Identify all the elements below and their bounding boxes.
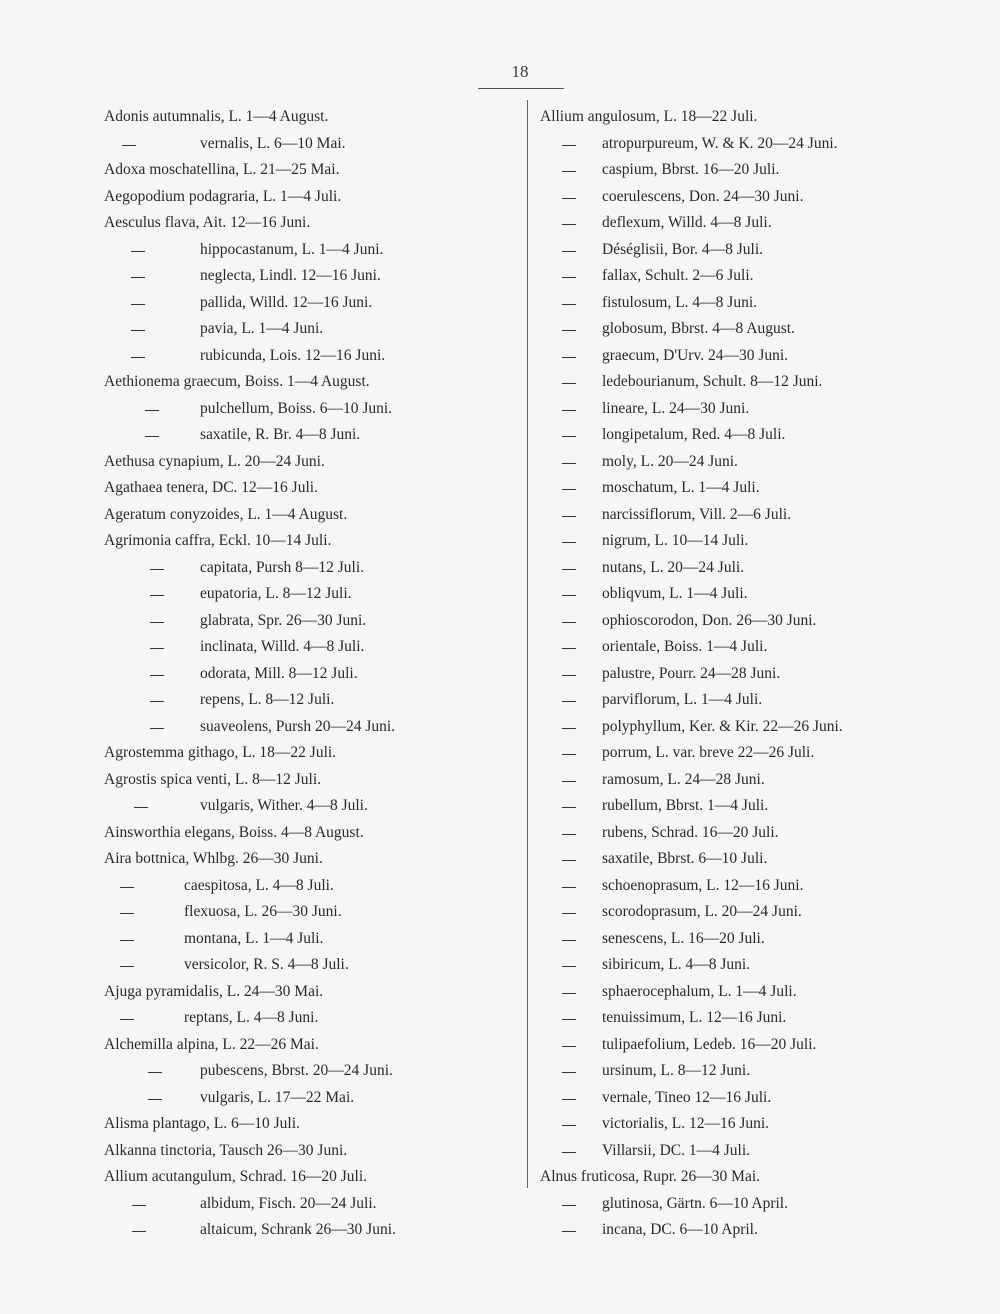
right-column	[540, 104, 970, 1244]
species-entry: scorodoprasum, L. 20—24 Juni.	[602, 903, 802, 920]
page-number: 18	[511, 62, 529, 81]
list-item	[540, 820, 970, 847]
ditto-dash	[562, 1231, 576, 1232]
species-entry: globosum, Bbrst. 4—8 August.	[602, 320, 795, 337]
ditto-dash	[122, 145, 136, 146]
list-item	[104, 210, 519, 237]
genus-name: Adonis	[104, 108, 149, 125]
species-entry: incana, DC. 6—10 April.	[602, 1221, 758, 1238]
species-entry: vernalis, L. 6—10 Mai.	[200, 134, 346, 152]
list-item	[540, 555, 970, 582]
genus-name: Alchemilla	[104, 1035, 173, 1053]
list-item	[540, 1164, 970, 1191]
genus-name: Allium	[540, 108, 584, 125]
species-entry: orientale, Boiss. 1—4 Juli.	[602, 638, 768, 655]
list-item	[540, 422, 970, 449]
ditto-dash	[562, 887, 576, 888]
species-entry: elegans, Boiss. 4—8 August.	[184, 823, 364, 841]
species-entry: eupatoria, L. 8—12 Juli.	[200, 585, 352, 602]
species-entry: versicolor, R. S. 4—8 Juli.	[184, 956, 349, 973]
genus-name: Adoxa	[104, 161, 146, 178]
ditto-dash	[562, 145, 576, 146]
list-item	[540, 369, 970, 396]
ditto-dash	[131, 304, 145, 305]
ditto-dash	[131, 357, 145, 358]
list-item	[104, 475, 519, 502]
ditto-dash	[562, 569, 576, 570]
ditto-dash	[150, 569, 164, 570]
species-entry: acutangulum, Schrad. 16—20 Juli.	[151, 1168, 368, 1185]
ditto-dash	[131, 251, 145, 252]
species-entry: flava, Ait. 12—16 Juni.	[164, 214, 311, 231]
genus-name: Ajuga	[104, 982, 142, 1000]
genus-name: Agrostis	[104, 770, 157, 788]
list-item	[104, 581, 519, 608]
genus-name: Aethionema	[104, 373, 180, 390]
species-entry: fruticosa, Rupr. 26—30 Mai.	[580, 1168, 761, 1185]
species-entry: deflexum, Willd. 4—8 Juli.	[602, 214, 772, 231]
list-item	[104, 661, 519, 688]
list-item	[104, 1111, 519, 1138]
genus-name: Aesculus	[104, 214, 161, 231]
list-item	[104, 555, 519, 582]
species-entry: tenera, DC. 12—16 Juli.	[166, 479, 318, 496]
ditto-dash	[562, 277, 576, 278]
list-item	[104, 157, 519, 184]
ditto-dash	[150, 648, 164, 649]
list-item	[104, 396, 519, 423]
species-entry: rubens, Schrad. 16—20 Juli.	[602, 823, 779, 841]
ditto-dash	[120, 966, 134, 967]
list-item	[540, 1058, 970, 1085]
ditto-dash	[150, 595, 164, 596]
species-entry: ophioscorodon, Don. 26—30 Juni.	[602, 611, 817, 629]
list-item	[540, 1032, 970, 1059]
species-entry: parviflorum, L. 1—4 Juli.	[602, 691, 763, 708]
species-entry: rubellum, Bbrst. 1—4 Juli.	[602, 797, 769, 814]
ditto-dash	[562, 834, 576, 835]
species-entry: ramosum, L. 24—28 Juni.	[602, 770, 765, 788]
list-item	[104, 528, 519, 555]
species-entry: pavia, L. 1—4 Juni.	[200, 320, 324, 337]
species-entry: vulgaris, L. 17—22 Mai.	[200, 1088, 355, 1106]
list-item	[540, 396, 970, 423]
list-item	[104, 502, 519, 529]
list-item	[540, 290, 970, 317]
species-entry: caespitosa, L. 4—8 Juli.	[184, 876, 334, 894]
ditto-dash	[562, 622, 576, 623]
species-entry: senescens, L. 16—20 Juli.	[602, 929, 765, 947]
list-item	[104, 290, 519, 317]
species-entry: moschatum, L. 1—4 Juli.	[602, 479, 760, 496]
list-item	[540, 343, 970, 370]
species-entry: caspium, Bbrst. 16—20 Juli.	[602, 161, 780, 178]
species-entry: polyphyllum, Ker. & Kir. 22—26 Juni.	[602, 717, 843, 735]
page-number-rule	[478, 88, 564, 89]
species-entry: saxatile, R. Br. 4—8 Juni.	[200, 426, 361, 443]
ditto-dash	[562, 1099, 576, 1100]
ditto-dash	[562, 516, 576, 517]
ditto-dash	[562, 1152, 576, 1153]
list-item	[104, 767, 519, 794]
ditto-dash	[562, 940, 576, 941]
species-entry: graecum, D'Urv. 24—30 Juni.	[602, 346, 789, 364]
list-item	[104, 793, 519, 820]
list-item	[540, 1138, 970, 1165]
list-item	[540, 237, 970, 264]
ditto-dash	[562, 1046, 576, 1047]
species-entry: nigrum, L. 10—14 Juli.	[602, 532, 749, 549]
list-item	[104, 979, 519, 1006]
ditto-dash	[562, 383, 576, 384]
list-item	[540, 899, 970, 926]
species-entry: spica venti, L. 8—12 Juli.	[160, 770, 321, 788]
species-entry: montana, L. 1—4 Juli.	[184, 929, 324, 947]
species-entry: pubescens, Bbrst. 20—24 Juni.	[200, 1062, 393, 1079]
list-item	[540, 873, 970, 900]
list-item	[540, 131, 970, 158]
ditto-dash	[562, 754, 576, 755]
genus-name: Agrimonia	[104, 532, 172, 549]
ditto-dash	[150, 728, 164, 729]
list-item	[540, 449, 970, 476]
list-item	[104, 1005, 519, 1032]
ditto-dash	[150, 701, 164, 702]
species-entry: vernale, Tineo 12—16 Juli.	[602, 1088, 772, 1106]
ditto-dash	[132, 1205, 146, 1206]
species-entry: tulipaefolium, Ledeb. 16—20 Juli.	[602, 1035, 817, 1053]
list-item	[540, 1191, 970, 1218]
list-item	[104, 1085, 519, 1112]
ditto-dash	[562, 224, 576, 225]
species-entry: Villarsii, DC. 1—4 Juli.	[602, 1141, 751, 1159]
list-item	[104, 899, 519, 926]
species-entry: Déséglisii, Bor. 4—8 Juli.	[602, 240, 764, 258]
ditto-dash	[562, 251, 576, 252]
list-item	[540, 634, 970, 661]
species-entry: bottnica, Whlbg. 26—30 Juni.	[135, 850, 323, 867]
list-item	[540, 210, 970, 237]
ditto-dash	[562, 728, 576, 729]
ditto-dash	[131, 277, 145, 278]
ditto-dash	[562, 330, 576, 331]
species-entry: cynapium, L. 20—24 Juni.	[158, 452, 325, 470]
species-entry: sphaerocephalum, L. 1—4 Juli.	[602, 982, 797, 1000]
ditto-dash	[562, 913, 576, 914]
list-item	[104, 1058, 519, 1085]
list-item	[104, 422, 519, 449]
list-item	[540, 475, 970, 502]
list-item	[540, 528, 970, 555]
list-item	[540, 926, 970, 953]
ditto-dash	[148, 1072, 162, 1073]
list-item	[104, 1217, 519, 1244]
species-entry: glutinosa, Gärtn. 6—10 April.	[602, 1194, 788, 1212]
list-item	[104, 926, 519, 953]
species-entry: angulosum, L. 18—22 Juli.	[587, 108, 758, 125]
species-entry: albidum, Fisch. 20—24 Juli.	[200, 1194, 377, 1212]
list-item	[540, 793, 970, 820]
species-entry: graecum, Boiss. 1—4 August.	[183, 373, 370, 390]
list-item	[104, 608, 519, 635]
list-item	[104, 449, 519, 476]
ditto-dash	[562, 357, 576, 358]
ditto-dash	[562, 701, 576, 702]
species-entry: inclinata, Willd. 4—8 Juli.	[200, 638, 365, 655]
species-entry: ledebourianum, Schult. 8—12 Juni.	[602, 373, 823, 390]
list-item	[540, 316, 970, 343]
ditto-dash	[562, 675, 576, 676]
ditto-dash	[562, 542, 576, 543]
species-entry: fistulosum, L. 4—8 Juni.	[602, 293, 758, 311]
list-item	[540, 740, 970, 767]
species-entry: ursinum, L. 8—12 Juni.	[602, 1062, 751, 1079]
species-entry: moschatellina, L. 21—25 Mai.	[149, 161, 340, 178]
ditto-dash	[145, 436, 159, 437]
list-item	[104, 1138, 519, 1165]
species-entry: caffra, Eckl. 10—14 Juli.	[175, 532, 332, 549]
ditto-dash	[562, 436, 576, 437]
ditto-dash	[562, 807, 576, 808]
ditto-dash	[148, 1099, 162, 1100]
species-entry: plantago, L. 6—10 Juli.	[152, 1115, 300, 1132]
list-item	[104, 1164, 519, 1191]
species-entry: pyramidalis, L. 24—30 Mai.	[145, 982, 324, 1000]
species-entry: suaveolens, Pursh 20—24 Juni.	[200, 717, 396, 735]
species-entry: coerulescens, Don. 24—30 Juni.	[602, 187, 804, 205]
list-item	[104, 820, 519, 847]
list-item	[540, 184, 970, 211]
species-entry: saxatile, Bbrst. 6—10 Juli.	[602, 850, 768, 867]
ditto-dash	[562, 595, 576, 596]
list-item	[540, 502, 970, 529]
list-item	[540, 846, 970, 873]
species-entry: capitata, Pursh 8—12 Juli.	[200, 558, 365, 576]
list-item	[540, 952, 970, 979]
list-item	[540, 979, 970, 1006]
species-entry: podagraria, L. 1—4 Juli.	[188, 187, 342, 205]
ditto-dash	[120, 1019, 134, 1020]
ditto-dash	[562, 410, 576, 411]
species-entry: vulgaris, Wither. 4—8 Juli.	[200, 797, 368, 814]
ditto-dash	[562, 860, 576, 861]
species-entry: nutans, L. 20—24 Juli.	[602, 558, 745, 576]
ditto-dash	[562, 1072, 576, 1073]
genus-name: Aegopodium	[104, 187, 185, 205]
species-entry: tenuissimum, L. 12—16 Juni.	[602, 1009, 787, 1026]
species-entry: hippocastanum, L. 1—4 Juni.	[200, 240, 384, 258]
species-entry: moly, L. 20—24 Juni.	[602, 452, 738, 470]
genus-name: Ainsworthia	[104, 823, 181, 841]
list-item	[104, 952, 519, 979]
list-item	[540, 581, 970, 608]
ditto-dash	[120, 913, 134, 914]
species-entry: narcissiflorum, Vill. 2—6 Juli.	[602, 505, 792, 523]
genus-name: Ageratum	[104, 505, 166, 523]
species-entry: tinctoria, Tausch 26—30 Juni.	[160, 1141, 348, 1159]
ditto-dash	[562, 171, 576, 172]
species-entry: atropurpureum, W. & K. 20—24 Juni.	[602, 134, 838, 152]
column-divider	[527, 100, 528, 1188]
species-entry: palustre, Pourr. 24—28 Juni.	[602, 664, 781, 682]
species-entry: porrum, L. var. breve 22—26 Juli.	[602, 744, 815, 761]
ditto-dash	[562, 1125, 576, 1126]
species-entry: autumnalis, L. 1—4 August.	[152, 108, 329, 125]
list-item	[540, 1085, 970, 1112]
list-item	[104, 687, 519, 714]
list-item	[540, 1217, 970, 1244]
genus-name: Alnus	[540, 1168, 578, 1185]
list-item	[104, 263, 519, 290]
ditto-dash	[562, 1205, 576, 1206]
species-entry: githago, L. 18—22 Juli.	[187, 744, 337, 761]
ditto-dash	[120, 940, 134, 941]
species-entry: reptans, L. 4—8 Juni.	[184, 1009, 319, 1026]
list-item	[104, 369, 519, 396]
list-item	[104, 343, 519, 370]
ditto-dash	[562, 1019, 576, 1020]
genus-name: Agrostemma	[104, 744, 185, 761]
ditto-dash	[150, 675, 164, 676]
ditto-dash	[134, 807, 148, 808]
genus-name: Aethusa	[104, 452, 155, 470]
ditto-dash	[150, 622, 164, 623]
list-item	[540, 1111, 970, 1138]
species-entry: alpina, L. 22—26 Mai.	[176, 1035, 319, 1053]
list-item	[104, 634, 519, 661]
ditto-dash	[562, 489, 576, 490]
list-item	[540, 104, 970, 131]
species-entry: flexuosa, L. 26—30 Juni.	[184, 903, 342, 920]
list-item	[104, 1191, 519, 1218]
ditto-dash	[562, 993, 576, 994]
list-item	[540, 1005, 970, 1032]
genus-name: Aira	[104, 850, 132, 867]
list-item	[540, 661, 970, 688]
species-entry: schoenoprasum, L. 12—16 Juni.	[602, 876, 804, 894]
list-item	[104, 873, 519, 900]
ditto-dash	[562, 966, 576, 967]
ditto-dash	[562, 304, 576, 305]
genus-name: Alisma	[104, 1115, 149, 1132]
list-item	[104, 1032, 519, 1059]
list-item	[540, 714, 970, 741]
list-item	[104, 104, 519, 131]
species-entry: victorialis, L. 12—16 Juni.	[602, 1115, 770, 1132]
ditto-dash	[131, 330, 145, 331]
list-item	[540, 687, 970, 714]
species-entry: obliqvum, L. 1—4 Juli.	[602, 585, 748, 602]
species-entry: pallida, Willd. 12—16 Juni.	[200, 293, 373, 311]
genus-name: Allium	[104, 1168, 148, 1185]
left-column	[104, 104, 519, 1244]
list-item	[104, 846, 519, 873]
list-item	[104, 714, 519, 741]
species-entry: conyzoides, L. 1—4 August.	[169, 505, 348, 523]
ditto-dash	[120, 887, 134, 888]
ditto-dash	[132, 1231, 146, 1232]
ditto-dash	[562, 781, 576, 782]
ditto-dash	[562, 648, 576, 649]
genus-name: Agathaea	[104, 479, 163, 496]
list-item	[540, 263, 970, 290]
list-item	[104, 316, 519, 343]
list-item	[104, 184, 519, 211]
ditto-dash	[562, 463, 576, 464]
species-entry: lineare, L. 24—30 Juni.	[602, 399, 750, 417]
genus-name: Alkanna	[104, 1141, 157, 1159]
species-entry: rubicunda, Lois. 12—16 Juni.	[200, 346, 386, 364]
species-entry: sibiricum, L. 4—8 Juni.	[602, 956, 751, 973]
species-entry: fallax, Schult. 2—6 Juli.	[602, 267, 754, 284]
list-item	[104, 740, 519, 767]
species-entry: longipetalum, Red. 4—8 Juli.	[602, 426, 786, 443]
species-entry: glabrata, Spr. 26—30 Juni.	[200, 611, 367, 629]
ditto-dash	[145, 410, 159, 411]
species-entry: repens, L. 8—12 Juli.	[200, 691, 335, 708]
species-entry: odorata, Mill. 8—12 Juli.	[200, 664, 358, 682]
species-entry: altaicum, Schrank 26—30 Juni.	[200, 1221, 396, 1238]
list-item	[540, 157, 970, 184]
species-entry: neglecta, Lindl. 12—16 Juni.	[200, 267, 381, 284]
list-item	[540, 608, 970, 635]
ditto-dash	[562, 198, 576, 199]
list-item	[540, 767, 970, 794]
list-item	[104, 131, 519, 158]
list-item	[104, 237, 519, 264]
species-entry: pulchellum, Boiss. 6—10 Juni.	[200, 399, 393, 417]
